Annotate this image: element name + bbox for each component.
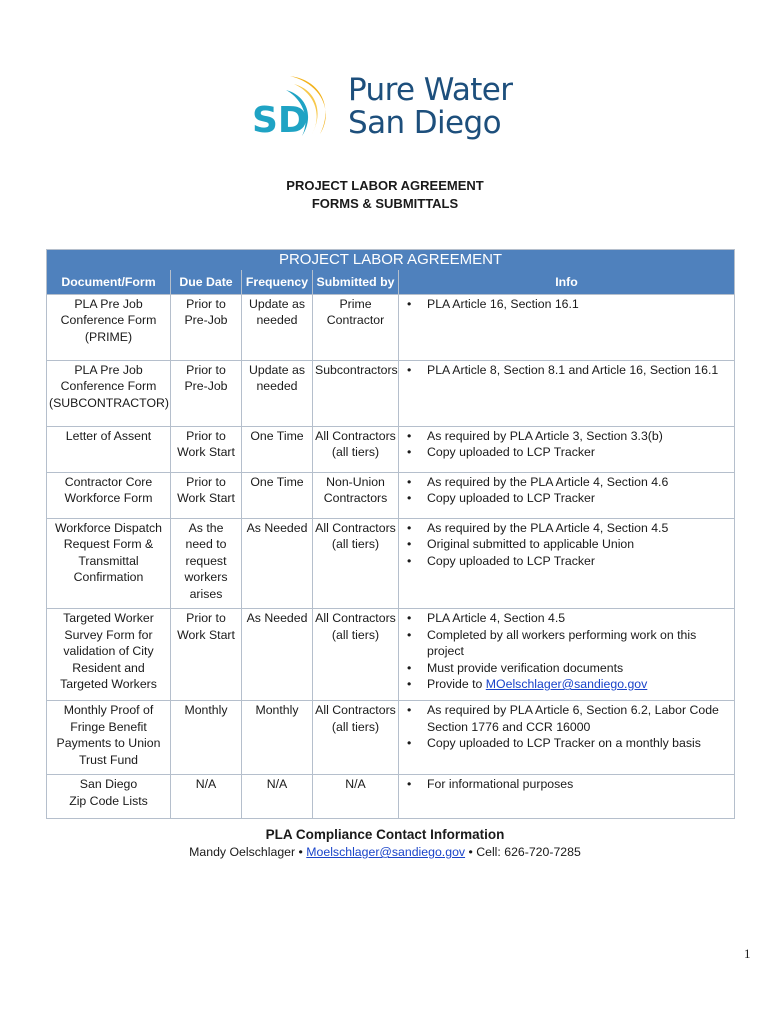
cell-document-line: Zip Code Lists (69, 793, 148, 808)
cell-document-line: Conference Form (60, 379, 157, 393)
cell-document (47, 360, 171, 426)
cell-frequency-line: Update as (248, 362, 306, 377)
cell-submitted-by-line: Prime (339, 296, 372, 311)
info-bullet-item (403, 676, 732, 693)
cell-document-line: Confirmation (73, 570, 144, 584)
cell-due-date (171, 294, 242, 360)
info-bullet-item: • For informational purposes (403, 776, 732, 793)
cell-info (399, 518, 735, 609)
info-bullet-list (403, 296, 732, 313)
cell-document-line: Survey Form for (64, 627, 153, 642)
cell-due-date (171, 426, 242, 472)
cell-document-line: Transmittal (78, 553, 139, 568)
column-header-due-date: Due Date (171, 270, 242, 294)
cell-submitted-by-line: N/A (345, 777, 366, 791)
cell-submitted-by (313, 775, 399, 819)
cell-due-date-line: request (185, 553, 227, 568)
cell-due-date-line: Prior to (186, 611, 226, 625)
cell-document-line: Conference Form (60, 313, 157, 327)
table-row (47, 775, 735, 819)
cell-due-date-line: N/A (195, 777, 217, 791)
contact-phone: Cell: 626-720-7285 (476, 845, 581, 859)
table-row (47, 609, 735, 701)
cell-frequency-line: One Time (250, 474, 304, 489)
contact-name: Mandy Oelschlager (189, 845, 296, 859)
info-bullet-item: • As required by the PLA Article 4, Section 4.5 (403, 520, 732, 537)
logo-line-1: Pure Water (348, 72, 513, 108)
cell-frequency-line: Monthly (255, 703, 299, 717)
cell-frequency (242, 609, 313, 701)
cell-submitted-by (313, 518, 399, 609)
cell-info (399, 426, 735, 472)
cell-frequency-line: Update as (248, 296, 306, 311)
cell-due-date-line: Prior to (186, 362, 226, 377)
info-bullet-list (403, 474, 732, 507)
page-number: 1 (744, 946, 751, 961)
cell-due-date-line: workers (184, 570, 228, 584)
info-bullet-item: • Copy uploaded to LCP Tracker on a monthly basis (403, 735, 732, 752)
cell-frequency (242, 472, 313, 518)
cell-submitted-by-line: All Contractors (315, 428, 396, 443)
cell-due-date (171, 701, 242, 775)
cell-document-line: Workforce Form (64, 491, 153, 505)
column-header-info: Info (399, 270, 735, 294)
cell-frequency-line: As Needed (246, 520, 308, 535)
cell-due-date-line: Work Start (177, 627, 235, 642)
info-bullet-item: • Copy uploaded to LCP Tracker (403, 553, 732, 570)
contact-title: PLA Compliance Contact Information (265, 827, 505, 842)
table-row (47, 472, 735, 518)
cell-due-date (171, 472, 242, 518)
table-banner: PROJECT LABOR AGREEMENT (47, 250, 735, 271)
cell-frequency-line: N/A (266, 777, 288, 791)
info-bullet-item: • Copy uploaded to LCP Tracker (403, 490, 732, 507)
cell-info (399, 360, 735, 426)
cell-document (47, 609, 171, 701)
separator-dot: • (298, 845, 303, 859)
cell-submitted-by-line: Contractor (326, 313, 385, 327)
info-link-prefix: Provide to (427, 677, 486, 691)
sd-sun-emblem-icon (250, 72, 348, 144)
cell-due-date-line: arises (189, 586, 223, 601)
table-body (47, 294, 735, 819)
cell-info (399, 701, 735, 775)
title-line-1: PROJECT LABOR AGREEMENT (286, 178, 484, 193)
cell-due-date-line: Monthly (184, 703, 228, 717)
cell-frequency-line: needed (256, 379, 298, 393)
cell-document-line: PLA Pre Job (74, 296, 143, 311)
cell-submitted-by-line: (all tiers) (331, 537, 380, 551)
cell-submitted-by (313, 472, 399, 518)
cell-submitted-by-line: (all tiers) (331, 445, 380, 459)
cell-frequency (242, 775, 313, 819)
cell-document-line: validation of City (63, 644, 154, 658)
cell-due-date-line: As the (188, 520, 224, 535)
cell-info (399, 609, 735, 701)
info-bullet-item: • Must provide verification documents (403, 660, 732, 677)
cell-submitted-by-line: All Contractors (315, 520, 396, 535)
cell-document-line: Workforce Dispatch (54, 520, 163, 535)
cell-document-line: Payments to Union (56, 736, 161, 750)
cell-document-line: Monthly Proof of (63, 703, 154, 717)
cell-frequency (242, 518, 313, 609)
cell-due-date-line: Pre-Job (184, 313, 228, 327)
cell-document-line: PLA Pre Job (74, 362, 143, 377)
cell-due-date-line: Prior to (186, 428, 226, 443)
table-row (47, 518, 735, 609)
table-header-row (47, 270, 735, 294)
cell-submitted-by-line: All Contractors (315, 611, 396, 625)
cell-due-date-line: Pre-Job (184, 379, 228, 393)
cell-info (399, 472, 735, 518)
cell-frequency (242, 701, 313, 775)
cell-frequency-line: One Time (250, 428, 304, 443)
table-row (47, 701, 735, 775)
cell-document (47, 775, 171, 819)
info-bullet-item: • PLA Article 4, Section 4.5 (403, 610, 732, 627)
document-title (0, 177, 770, 213)
info-bullet-item: • Original submitted to applicable Union (403, 536, 732, 553)
separator-dot: • (468, 845, 473, 859)
logo-wordmark (348, 74, 512, 140)
cell-due-date (171, 518, 242, 609)
cell-document (47, 518, 171, 609)
cell-document-line: (SUBCONTRACTOR) (49, 395, 170, 410)
column-header-document: Document/Form (47, 270, 171, 294)
cell-submitted-by-line: Subcontractors (315, 362, 398, 377)
cell-frequency-line: As Needed (246, 611, 308, 625)
cell-document (47, 701, 171, 775)
info-bullet-list (403, 428, 732, 461)
info-bullet-list (403, 702, 732, 752)
cell-frequency-line: needed (256, 313, 298, 327)
cell-due-date-line: Prior to (186, 296, 226, 311)
cell-submitted-by-line: Non-Union (326, 474, 385, 489)
cell-document-line: San Diego (79, 777, 138, 791)
cell-document-line: (PRIME) (84, 329, 133, 344)
title-line-2: FORMS & SUBMITTALS (311, 196, 459, 211)
cell-submitted-by (313, 609, 399, 701)
cell-document-line: Letter of Assent (65, 428, 152, 443)
cell-submitted-by (313, 360, 399, 426)
cell-document-line: Request Form & (63, 537, 154, 551)
cell-due-date-line: Prior to (186, 474, 226, 489)
column-header-submitted-by: Submitted by (313, 270, 399, 294)
cell-submitted-by-line: (all tiers) (331, 719, 380, 734)
cell-document-line: Targeted Workers (60, 677, 157, 691)
sd-initials: SD (252, 100, 308, 141)
cell-info (399, 775, 735, 819)
column-header-frequency: Frequency (242, 270, 313, 294)
cell-frequency (242, 294, 313, 360)
contact-email-link[interactable]: Moelschlager@sandiego.gov (306, 845, 466, 859)
info-bullet-item: • PLA Article 16, Section 16.1 (403, 296, 732, 313)
pure-water-san-diego-logo (250, 72, 520, 144)
info-bullet-list (403, 520, 732, 570)
table-row (47, 426, 735, 472)
cell-document-line: Contractor Core (64, 474, 153, 489)
info-bullet-list (403, 776, 732, 793)
cell-info (399, 294, 735, 360)
pla-forms-table (46, 249, 735, 819)
info-bullet-item: • As required by PLA Article 3, Section 3.3(b) (403, 428, 732, 445)
cell-submitted-by (313, 294, 399, 360)
cell-submitted-by-line: Contractors (323, 491, 388, 505)
cell-submitted-by-line: (all tiers) (331, 627, 380, 642)
info-bullet-list (403, 362, 732, 379)
cell-document-line: Resident and (72, 660, 145, 675)
info-bullet-item: • Completed by all workers performing work on this project (403, 627, 732, 660)
table-row (47, 294, 735, 360)
cell-due-date (171, 775, 242, 819)
cell-due-date-line: need to (185, 537, 227, 551)
cell-document (47, 472, 171, 518)
info-bullet-item: • As required by the PLA Article 4, Section 4.6 (403, 474, 732, 491)
cell-document (47, 426, 171, 472)
info-bullet-item: • PLA Article 8, Section 8.1 and Article 16, Section 16.1 (403, 362, 732, 379)
table-row (47, 360, 735, 426)
cell-submitted-by (313, 426, 399, 472)
info-bullet-item: • Copy uploaded to LCP Tracker (403, 444, 732, 461)
cell-document (47, 294, 171, 360)
cell-submitted-by-line: All Contractors (315, 703, 396, 717)
cell-document-line: Trust Fund (79, 752, 138, 767)
info-bullet-item: • As required by PLA Article 6, Section 6.2, Labor Code Section 1776 and CCR 16000 (403, 702, 732, 735)
cell-due-date (171, 609, 242, 701)
info-bullet-list (403, 610, 732, 693)
email-link[interactable]: MOelschlager@sandiego.gov (485, 677, 648, 691)
cell-due-date (171, 360, 242, 426)
cell-submitted-by (313, 701, 399, 775)
cell-frequency (242, 426, 313, 472)
cell-due-date-line: Work Start (177, 491, 235, 505)
contact-line (0, 845, 770, 859)
cell-document-line: Targeted Worker (63, 611, 154, 625)
logo-line-2: San Diego (348, 105, 501, 141)
cell-document-line: Fringe Benefit (70, 719, 147, 734)
cell-frequency (242, 360, 313, 426)
cell-due-date-line: Work Start (177, 445, 235, 459)
